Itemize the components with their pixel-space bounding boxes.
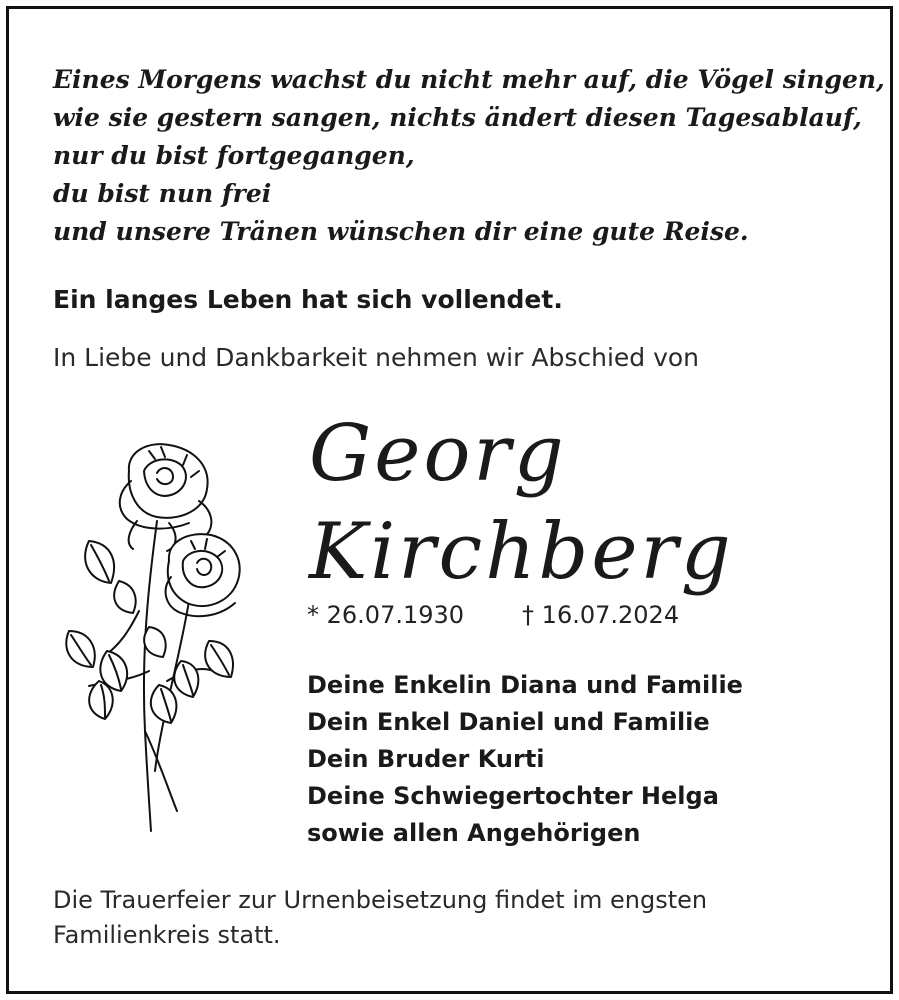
intro-text: In Liebe und Dankbarkeit nehmen wir Abschied von bbox=[53, 343, 700, 372]
poem-line: du bist nun frei bbox=[53, 179, 272, 208]
rose-illustration-icon bbox=[49, 431, 249, 841]
life-dates bbox=[307, 601, 679, 629]
mourner-line: Deine Enkelin Diana und Familie bbox=[307, 671, 743, 699]
poem-line: nur du bist fortgegangen, bbox=[53, 141, 415, 170]
funeral-notice bbox=[53, 883, 873, 953]
obituary-frame bbox=[6, 6, 893, 994]
deceased-last-name: Kirchberg bbox=[309, 507, 734, 597]
deceased-first-name: Georg bbox=[309, 409, 567, 499]
mourners-list bbox=[307, 667, 743, 852]
poem bbox=[53, 61, 885, 251]
mourner-line: Dein Enkel Daniel und Familie bbox=[307, 708, 710, 736]
poem-line: Eines Morgens wachst du nicht mehr auf, die Vögel singen, bbox=[53, 65, 885, 94]
mourner-line: Dein Bruder Kurti bbox=[307, 745, 545, 773]
death-date: † 16.07.2024 bbox=[522, 601, 680, 629]
subheading: Ein langes Leben hat sich vollendet. bbox=[53, 285, 563, 314]
mourner-line: Deine Schwiegertochter Helga bbox=[307, 782, 719, 810]
footer-line: Familienkreis statt. bbox=[53, 921, 281, 949]
birth-date: * 26.07.1930 bbox=[307, 601, 465, 629]
poem-line: wie sie gestern sangen, nichts ändert diesen Tagesablauf, bbox=[53, 103, 862, 132]
footer-line: Die Trauerfeier zur Urnenbeisetzung findet im engsten bbox=[53, 886, 708, 914]
poem-line: und unsere Tränen wünschen dir eine gute Reise. bbox=[53, 217, 749, 246]
mourner-line: sowie allen Angehörigen bbox=[307, 819, 641, 847]
